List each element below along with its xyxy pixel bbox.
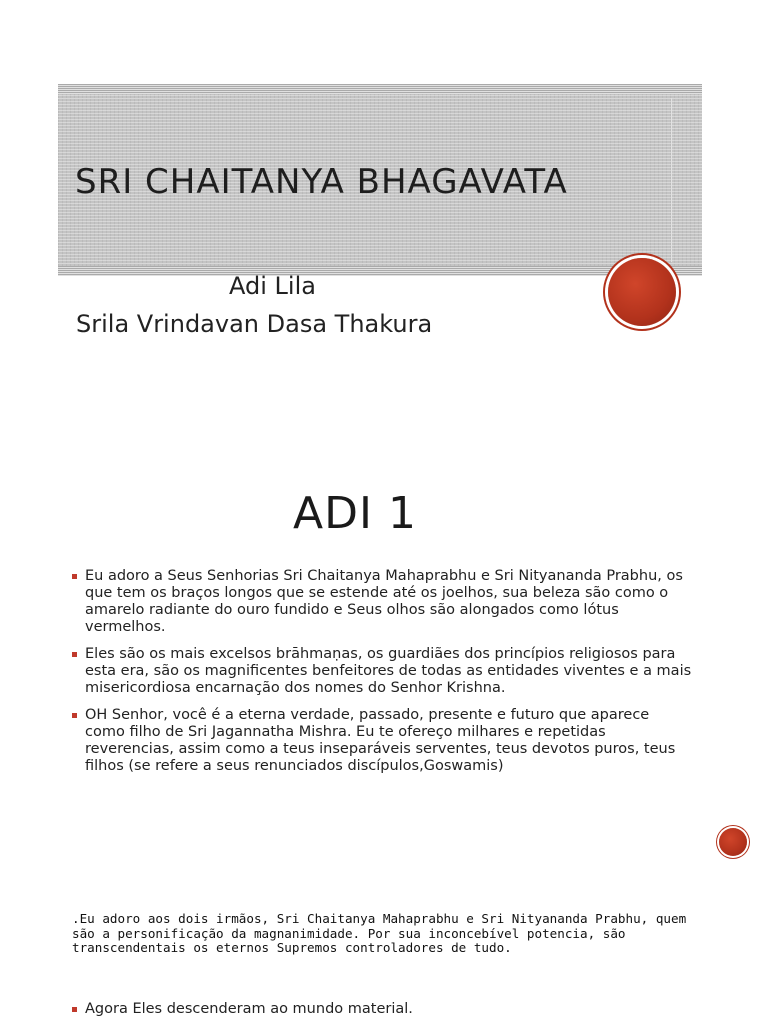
list-item xyxy=(72,1001,413,1018)
verse-list xyxy=(72,568,692,785)
square-bullet-icon xyxy=(72,713,77,718)
list-item-text: Eu adoro a Seus Senhorias Sri Chaitanya Mahaprabhu e Sri Nityananda Prabhu, os que tem os braços longos que se estende até os joelhos, sua beleza são como o amarelo radiante do ouro fundido e Seus olhos são alongados como lótus vermelhos. xyxy=(85,568,683,635)
square-bullet-icon xyxy=(72,652,77,657)
subtitle-adi-lila: Adi Lila xyxy=(229,272,316,300)
square-bullet-icon xyxy=(72,574,77,579)
list-item-text: OH Senhor, você é a eterna verdade, passado, presente e futuro que aparece como filho de Sri Jagannatha Mishra. Eu te ofereço milhares e repetidas reverencias, assim como a teus inseparáveis serventes, teus devotos puros, teus filhos (se refere a seus renunciados discípulos,Goswamis) xyxy=(85,707,676,774)
page-title: SRI CHAITANYA BHAGAVATA xyxy=(75,162,568,202)
red-circle-ornament xyxy=(608,258,676,326)
list-item xyxy=(72,707,692,775)
verse-paragraph: .Eu adoro aos dois irmãos, Sri Chaitanya Mahaprabhu e Sri Nityananda Prabhu, quem são a personificação da magnanimidade. Por sua inconcebível potencia, são transcendentais os eternos Supremos controladores de tudo. xyxy=(72,911,687,955)
banner-bottom-strip xyxy=(58,266,702,276)
list-item xyxy=(72,568,692,636)
list-item-text: Eles são os mais excelsos brāhmaṇas, os guardiães dos princípios religiosos para esta era, são os magnificentes benfeitores de todas as entidades viventes e a mais misericordiosa encarnação dos nomes do Senhor Krishna. xyxy=(85,646,692,696)
list-item-text: Agora Eles descenderam ao mundo material. xyxy=(85,1001,413,1017)
subtitle-author: Srila Vrindavan Dasa Thakura xyxy=(76,310,433,338)
small-red-circle-ornament xyxy=(719,828,747,856)
section-heading: ADI 1 xyxy=(293,488,417,539)
square-bullet-icon xyxy=(72,1007,77,1012)
list-item xyxy=(72,646,692,697)
banner-top-strip xyxy=(58,84,702,94)
banner-edge-line xyxy=(671,98,672,262)
